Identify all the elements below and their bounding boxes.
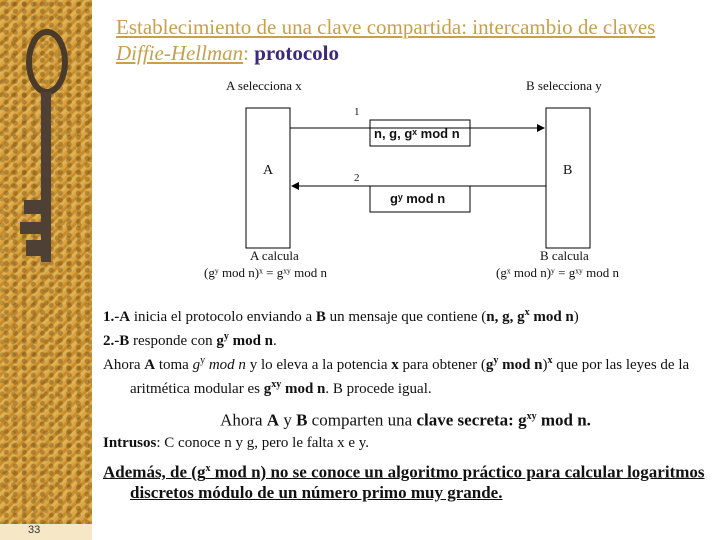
t: mod n. <box>536 410 591 430</box>
t: xy <box>271 379 282 390</box>
intruders-text <box>103 434 708 453</box>
t: comparten una <box>307 410 417 430</box>
t: mod n <box>498 357 543 373</box>
t: y <box>279 410 297 430</box>
key-icon <box>0 0 92 300</box>
explanation-text <box>103 351 708 399</box>
t: g <box>216 333 224 349</box>
t: x <box>524 307 530 318</box>
title-part1: Establecimiento de una clave compartida: intercambio de claves <box>116 15 656 39</box>
t: un mensaje que contiene ( <box>325 309 487 325</box>
t: : C conoce n y g, pero le falta x e y. <box>156 434 370 451</box>
t: ) <box>573 309 579 325</box>
title-part3: : <box>243 41 255 65</box>
message-2: gʸ mod n <box>390 191 446 206</box>
t: B <box>296 410 308 430</box>
t: y <box>223 331 229 342</box>
key-image-sidebar <box>0 0 92 540</box>
t: g <box>513 410 527 430</box>
t: x <box>391 357 399 373</box>
t: B <box>315 309 326 325</box>
t: mod n <box>228 333 274 349</box>
shared-secret-text <box>103 407 708 430</box>
t: Ahora <box>103 357 145 373</box>
b-calc-label: B calcula <box>540 248 589 263</box>
t: x <box>205 462 211 474</box>
t: . <box>273 333 277 349</box>
t: responde con <box>129 333 217 349</box>
t: 2.- <box>103 333 120 349</box>
t: x <box>547 355 553 366</box>
step-1-label: 1 <box>354 106 360 118</box>
t: para obtener ( <box>398 357 486 373</box>
t: A <box>119 309 131 325</box>
t: . B procede igual. <box>325 381 432 397</box>
title-part4: protocolo <box>254 41 340 65</box>
step-2-text <box>103 327 708 351</box>
t: ) <box>542 357 548 373</box>
t: 1.- <box>103 309 120 325</box>
step-1-text <box>103 303 708 327</box>
diffie-hellman-diagram <box>190 74 660 294</box>
t: B <box>119 333 130 349</box>
t: y lo eleva a la potencia <box>245 357 392 373</box>
t: Ahora <box>220 410 267 430</box>
message-1: n, g, gˣ mod n <box>374 126 460 141</box>
t: A <box>266 410 280 430</box>
b-selects-label: B selecciona y <box>526 78 602 93</box>
t: mod n <box>529 309 574 325</box>
t: A <box>144 357 156 373</box>
slide-body <box>103 303 708 503</box>
box-b-label: B <box>563 163 573 178</box>
t: mod n <box>205 357 246 373</box>
sidebar-footer <box>0 524 92 540</box>
a-calc-label: A calcula <box>250 248 299 263</box>
t: toma <box>155 357 193 373</box>
t: que por las leyes de la aritmética modular es <box>130 357 690 397</box>
t: inicia el protocolo enviando a <box>130 309 316 325</box>
t: clave secreta: <box>416 410 514 430</box>
t: Intrusos <box>103 434 157 451</box>
a-formula: (gʸ mod n)ˣ = gˣʸ mod n <box>204 265 327 280</box>
t: y <box>493 355 499 366</box>
discrete-log-text <box>103 458 708 504</box>
page-number: 33 <box>28 524 41 536</box>
t: g <box>485 357 494 373</box>
t: Además, de (g <box>103 462 206 482</box>
t: xy <box>526 411 537 422</box>
t: mod n) no se conoce un algoritmo práctico para calcular logaritmos discretos módulo de un número primo muy grande. <box>130 462 705 503</box>
t: g <box>192 357 201 373</box>
title-part2: Diffie-Hellman <box>116 41 244 65</box>
t: y <box>200 355 206 366</box>
box-a-label: A <box>263 163 274 178</box>
t: g <box>263 381 272 397</box>
t: mod n <box>281 381 326 397</box>
b-formula: (gˣ mod n)ʸ = gˣʸ mod n <box>496 265 619 280</box>
step-2-label: 2 <box>354 172 360 184</box>
t: n, g, g <box>486 309 525 325</box>
slide-title <box>116 14 696 66</box>
a-selects-label: A selecciona x <box>226 78 302 93</box>
